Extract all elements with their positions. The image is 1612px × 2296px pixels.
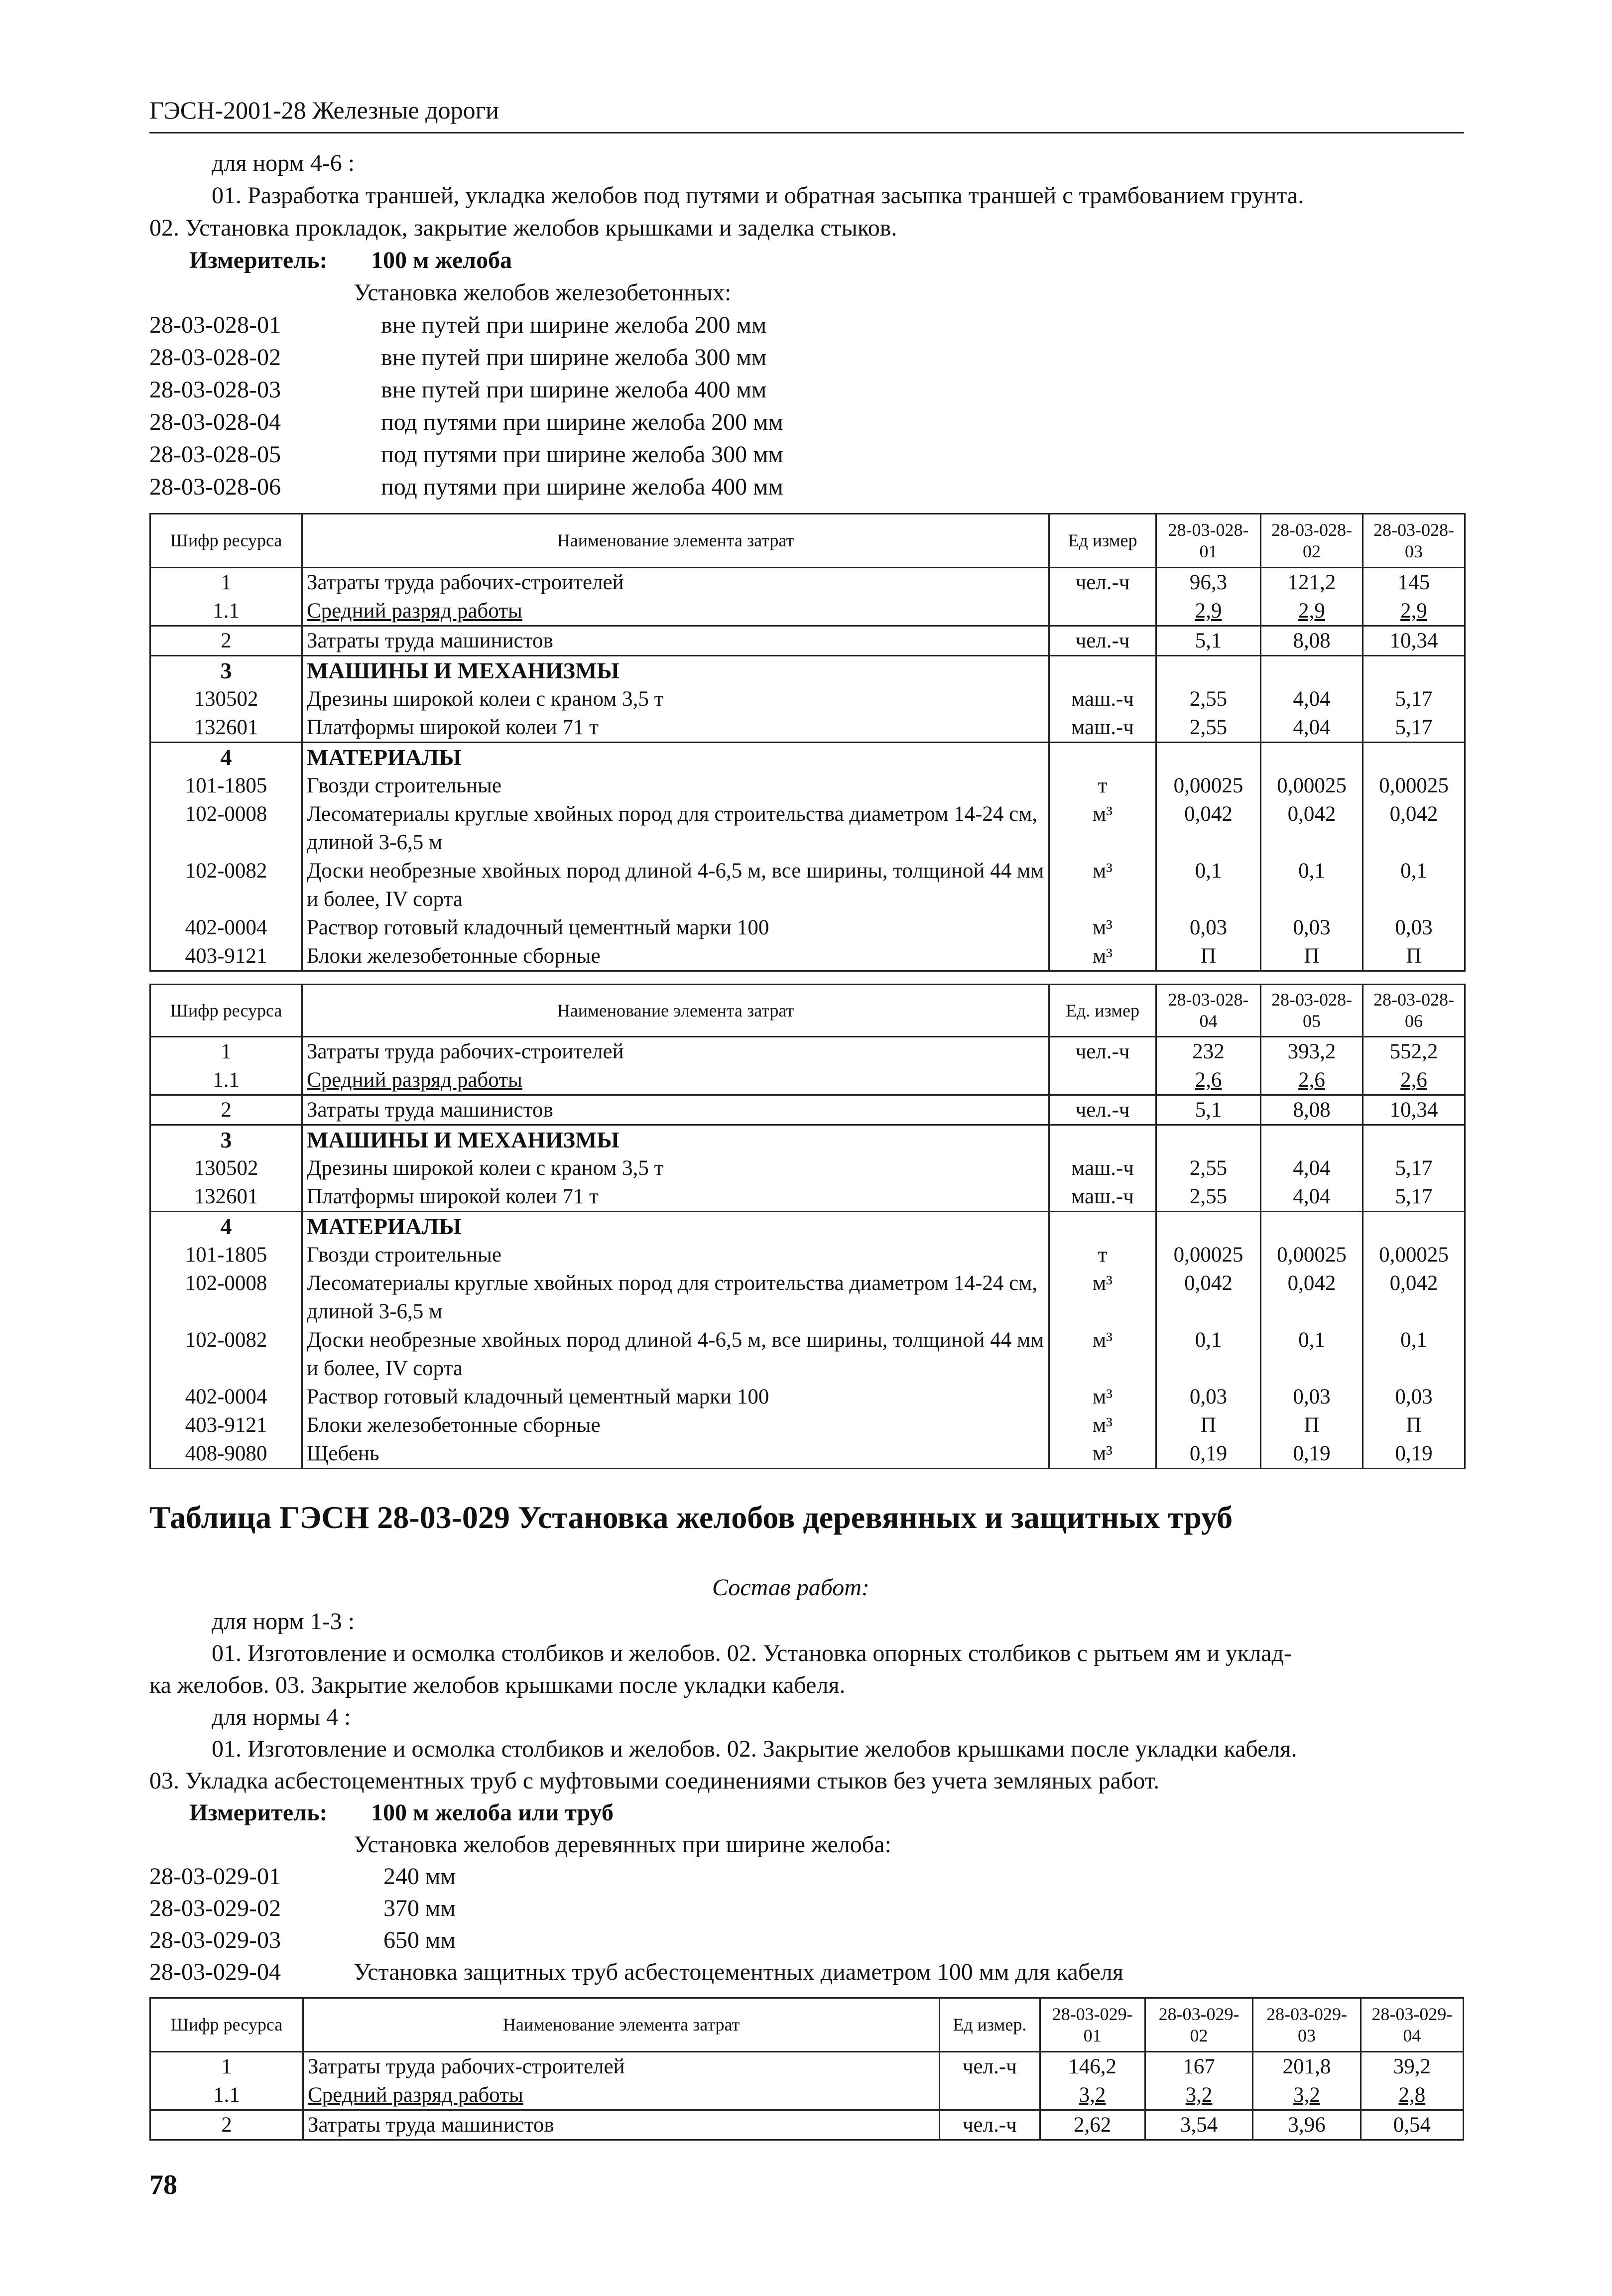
cell-value: 0,03 [1363, 913, 1465, 942]
cell-value: 3,96 [1253, 2110, 1361, 2140]
cell-value: 2,6 [1363, 1066, 1465, 1095]
cell-name: Раствор готовый кладочный цементный марки 100 [302, 1383, 1049, 1411]
cell-value: 0,1 [1156, 857, 1261, 913]
norm-desc: вне путей при ширине желоба 200 мм [381, 312, 767, 338]
cell-code: 408-9080 [150, 1439, 302, 1469]
cell-code: 132601 [150, 1182, 302, 1212]
cell-value: 2,9 [1156, 597, 1261, 626]
cell-value: 0,00025 [1156, 771, 1261, 800]
cell-unit: т [1049, 1241, 1156, 1269]
cell-code: 403-9121 [150, 1411, 302, 1439]
cell-code: 3 [150, 656, 302, 685]
cell-value: 2,6 [1156, 1066, 1261, 1095]
norm-code-row [149, 473, 783, 501]
table-row [150, 626, 1465, 656]
norm-code: 28-03-028-05 [149, 441, 281, 468]
page-number: 78 [149, 2169, 177, 2200]
cell-value: 3,2 [1040, 2081, 1145, 2110]
norm-code: 28-03-028-02 [149, 344, 281, 371]
col-header-norm: 28-03-028-05 [1261, 985, 1363, 1037]
cell-unit: чел.-ч [1049, 568, 1156, 597]
norm-code-row [149, 1895, 456, 1922]
cell-value: 145 [1363, 568, 1465, 597]
cell-unit: маш.-ч [1049, 1154, 1156, 1182]
cell-unit: чел.-ч [940, 2110, 1040, 2140]
norm-code: 28-03-028-03 [149, 377, 281, 403]
norm-code-row [149, 344, 766, 371]
cell-value: 0,00025 [1261, 771, 1363, 800]
cell-value: 167 [1145, 2052, 1252, 2081]
install-title: Установка желобов деревянных при ширине желоба: [354, 1831, 891, 1858]
table-row [150, 913, 1465, 942]
cell-unit: м³ [1049, 942, 1156, 971]
cell-code: 1.1 [150, 2081, 303, 2110]
norm-desc: 370 мм [383, 1895, 456, 1921]
resource-table-1 [149, 513, 1466, 972]
cell-value: 0,042 [1261, 800, 1363, 857]
cell-unit: т [1049, 771, 1156, 800]
resource-table-3 [149, 1997, 1464, 2141]
cell-code: 1 [150, 2052, 303, 2081]
table-row [150, 857, 1465, 913]
norms-label: для норм 4-6 : [212, 150, 355, 176]
norm-desc: 650 мм [383, 1927, 456, 1953]
col-header-norm: 28-03-029-02 [1145, 1998, 1252, 2052]
cell-unit: чел.-ч [1049, 1095, 1156, 1125]
cell-code: 102-0008 [150, 800, 302, 857]
cell-unit: чел.-ч [1049, 1037, 1156, 1066]
norm-code: 28-03-028-01 [149, 312, 281, 338]
cell-value: 0,042 [1363, 1269, 1465, 1326]
col-header-norm: 28-03-029-04 [1361, 1998, 1463, 2052]
table-title: Таблица ГЭСН 28-03-029 Установка желобов деревянных и защитных труб [149, 1500, 1233, 1535]
cell-name: Затраты труда машинистов [302, 1095, 1049, 1125]
cell-value: 10,34 [1363, 1095, 1465, 1125]
cell-value: 2,9 [1363, 597, 1465, 626]
norms-label: для норм 1-3 : [212, 1608, 355, 1635]
table-row [150, 1383, 1465, 1411]
cell-value: 2,55 [1156, 685, 1261, 713]
table-row [150, 2081, 1464, 2110]
work-line-3: 01. Изготовление и осмолка столбиков и желобов. 02. Закрытие желобов крышками после укладки кабеля. [212, 1736, 1297, 1762]
cell-name: Гвозди строительные [302, 771, 1049, 800]
cell-value: 0,1 [1261, 1326, 1363, 1383]
col-header-norm: 28-03-028-01 [1156, 514, 1261, 568]
norm-code: 28-03-029-01 [149, 1863, 281, 1890]
work-line-2: ка желобов. 03. Закрытие желобов крышками после укладки кабеля. [149, 1672, 846, 1698]
norm-desc: под путями при ширине желоба 400 мм [381, 474, 783, 500]
cell-unit: м³ [1049, 1269, 1156, 1326]
section-heading: МАШИНЫ И МЕХАНИЗМЫ [302, 656, 1049, 685]
norm-code-row [149, 1863, 456, 1890]
cell-unit: м³ [1049, 1326, 1156, 1383]
norm-code-row [149, 441, 783, 468]
col-header-norm: 28-03-028-02 [1261, 514, 1363, 568]
norm-desc: под путями при ширине желоба 200 мм [381, 409, 783, 435]
cell-name: Блоки железобетонные сборные [302, 1411, 1049, 1439]
cell-unit: м³ [1049, 800, 1156, 857]
cell-name: Средний разряд работы [302, 1066, 1049, 1095]
install-title: Установка желобов железобетонных: [354, 279, 732, 306]
cell-code: 4 [150, 1212, 302, 1241]
measure-label: Измеритель: [189, 1799, 328, 1826]
table-row [150, 1066, 1465, 1095]
table-row [150, 771, 1465, 800]
col-header-norm: 28-03-029-03 [1253, 1998, 1361, 2052]
cell-name: Средний разряд работы [303, 2081, 939, 2110]
cell-name: Лесоматериалы круглые хвойных пород для строительства диаметром 14-24 см, длиной 3-6,5 м [302, 800, 1049, 857]
section-heading: МАТЕРИАЛЫ [302, 1212, 1049, 1241]
cell-value: 2,6 [1261, 1066, 1363, 1095]
cell-code: 1.1 [150, 1066, 302, 1095]
cell-value: 3,2 [1145, 2081, 1252, 2110]
cell-value: 552,2 [1363, 1037, 1465, 1066]
cell-value: 0,042 [1261, 1269, 1363, 1326]
cell-unit: маш.-ч [1049, 1182, 1156, 1212]
norm-code: 28-03-029-03 [149, 1927, 281, 1953]
cell-value: 0,042 [1156, 1269, 1261, 1326]
cell-code: 402-0004 [150, 1383, 302, 1411]
cell-name: Затраты труда машинистов [302, 626, 1049, 656]
cell-unit: чел.-ч [1049, 626, 1156, 656]
col-header-name: Наименование элемента затрат [302, 514, 1049, 568]
table-section-row [150, 1212, 1465, 1241]
table-row [150, 685, 1465, 713]
cell-value: 2,55 [1156, 1182, 1261, 1212]
cell-code: 102-0082 [150, 857, 302, 913]
cell-value: 0,03 [1363, 1383, 1465, 1411]
cell-name: Дрезины широкой колеи с краном 3,5 т [302, 685, 1049, 713]
norm-desc: 240 мм [383, 1863, 456, 1890]
cell-value: 8,08 [1261, 626, 1363, 656]
cell-unit [1049, 597, 1156, 626]
cell-value: 0,042 [1156, 800, 1261, 857]
table-row [150, 1326, 1465, 1383]
cell-name: Затраты труда рабочих-строителей [302, 1037, 1049, 1066]
cell-code: 403-9121 [150, 942, 302, 971]
cell-value: 5,17 [1363, 713, 1465, 743]
cell-name: Щебень [302, 1439, 1049, 1469]
cell-name: Гвозди строительные [302, 1241, 1049, 1269]
cell-value: 2,9 [1261, 597, 1363, 626]
cell-name: Затраты труда машинистов [303, 2110, 939, 2140]
table-section-row [150, 656, 1465, 685]
cell-value: 39,2 [1361, 2052, 1463, 2081]
col-header-name: Наименование элемента затрат [303, 1998, 939, 2052]
cell-code: 130502 [150, 1154, 302, 1182]
cell-name: Лесоматериалы круглые хвойных пород для строительства диаметром 14-24 см, длиной 3-6,5 м [302, 1269, 1049, 1326]
cell-name: Платформы широкой колеи 71 т [302, 1182, 1049, 1212]
cell-unit [940, 2081, 1040, 2110]
cell-name: Затраты труда рабочих-строителей [303, 2052, 939, 2081]
norm-code: 28-03-028-04 [149, 409, 281, 435]
work-line-4: 03. Укладка асбестоцементных труб с муфтовыми соединениями стыков без учета земляных работ. [149, 1768, 1159, 1794]
cell-name: Дрезины широкой колеи с краном 3,5 т [302, 1154, 1049, 1182]
cell-value: 2,62 [1040, 2110, 1145, 2140]
resource-table-2 [149, 984, 1466, 1469]
cell-unit: чел.-ч [940, 2052, 1040, 2081]
col-header-unit: Ед. измер [1049, 985, 1156, 1037]
table-section-row [150, 1125, 1465, 1154]
cell-code: 3 [150, 1125, 302, 1154]
cell-value: 5,17 [1363, 685, 1465, 713]
cell-value: 0,03 [1261, 1383, 1363, 1411]
cell-value: П [1261, 1411, 1363, 1439]
cell-value: 4,04 [1261, 713, 1363, 743]
col-header-code: Шифр ресурса [150, 514, 302, 568]
norm-code-row [149, 1958, 1123, 1986]
col-header-unit: Ед измер [1049, 514, 1156, 568]
work-line-1: 01. Разработка траншей, укладка желобов под путями и обратная засыпка траншей с трамбованием грунта. [212, 182, 1304, 209]
cell-code: 2 [150, 626, 302, 656]
section-heading: МАШИНЫ И МЕХАНИЗМЫ [302, 1125, 1049, 1154]
table-header-row [150, 985, 1465, 1037]
col-header-code: Шифр ресурса [150, 1998, 303, 2052]
col-header-name: Наименование элемента затрат [302, 985, 1049, 1037]
norm-desc: Установка защитных труб асбестоцементных диаметром 100 мм для кабеля [354, 1959, 1123, 1985]
work-line-1: 01. Изготовление и осмолка столбиков и желобов. 02. Установка опорных столбиков с рытьем ям и уклад- [212, 1640, 1292, 1666]
cell-value: П [1156, 1411, 1261, 1439]
cell-value: 0,00025 [1363, 1241, 1465, 1269]
norm-desc: вне путей при ширине желоба 300 мм [381, 344, 767, 371]
cell-value: 3,54 [1145, 2110, 1252, 2140]
cell-code: 402-0004 [150, 913, 302, 942]
cell-code: 102-0082 [150, 1326, 302, 1383]
cell-name: Затраты труда рабочих-строителей [302, 568, 1049, 597]
table-header-row [150, 514, 1465, 568]
cell-value: 0,1 [1363, 857, 1465, 913]
norm-code-row [149, 1926, 456, 1954]
table-row [150, 2110, 1464, 2140]
cell-name: Средний разряд работы [302, 597, 1049, 626]
cell-value: 4,04 [1261, 1182, 1363, 1212]
table-row [150, 597, 1465, 626]
cell-value: 5,1 [1156, 1095, 1261, 1125]
cell-value: 2,55 [1156, 713, 1261, 743]
table-row [150, 2052, 1464, 2081]
col-header-norm: 28-03-028-03 [1363, 514, 1465, 568]
cell-value: 0,54 [1361, 2110, 1463, 2140]
cell-value: 0,00025 [1363, 771, 1465, 800]
cell-code: 132601 [150, 713, 302, 743]
table-row [150, 1439, 1465, 1469]
cell-value: 5,17 [1363, 1182, 1465, 1212]
norms-label: для нормы 4 : [212, 1704, 351, 1730]
cell-unit [1049, 1066, 1156, 1095]
cell-code: 102-0008 [150, 1269, 302, 1326]
cell-value: 4,04 [1261, 685, 1363, 713]
cell-unit: м³ [1049, 913, 1156, 942]
cell-value: 5,17 [1363, 1154, 1465, 1182]
measure-value: 100 м желоба [371, 247, 512, 273]
cell-value: 232 [1156, 1037, 1261, 1066]
cell-unit: маш.-ч [1049, 685, 1156, 713]
cell-value: П [1363, 1411, 1465, 1439]
cell-value: 0,00025 [1156, 1241, 1261, 1269]
cell-value: 0,1 [1363, 1326, 1465, 1383]
cell-name: Доски необрезные хвойных пород длиной 4-6,5 м, все ширины, толщиной 44 мм и более, IV сорта [302, 1326, 1049, 1383]
page-header-title: ГЭСН-2001-28 Железные дороги [149, 96, 499, 124]
norm-desc: под путями при ширине желоба 300 мм [381, 441, 783, 468]
cell-unit: маш.-ч [1049, 713, 1156, 743]
col-header-code: Шифр ресурса [150, 985, 302, 1037]
cell-code: 101-1805 [150, 1241, 302, 1269]
measure-label: Измеритель: [189, 247, 328, 273]
norm-code: 28-03-028-06 [149, 474, 281, 500]
cell-value: 3,2 [1253, 2081, 1361, 2110]
table-row [150, 942, 1465, 971]
header-divider [149, 132, 1464, 133]
table-row [150, 713, 1465, 743]
cell-value: 0,19 [1261, 1439, 1363, 1469]
measure-value: 100 м желоба или труб [371, 1799, 614, 1826]
cell-unit: м³ [1049, 857, 1156, 913]
norm-code-row [149, 408, 783, 436]
cell-value: 0,03 [1261, 913, 1363, 942]
cell-value: 8,08 [1261, 1095, 1363, 1125]
cell-value: 121,2 [1261, 568, 1363, 597]
cell-value: 5,1 [1156, 626, 1261, 656]
cell-unit: м³ [1049, 1439, 1156, 1469]
cell-value: 146,2 [1040, 2052, 1145, 2081]
cell-value: 0,03 [1156, 1383, 1261, 1411]
cell-value: 0,19 [1156, 1439, 1261, 1469]
cell-code: 1.1 [150, 597, 302, 626]
cell-code: 1 [150, 1037, 302, 1066]
table-row [150, 800, 1465, 857]
table-row [150, 1095, 1465, 1125]
cell-code: 4 [150, 743, 302, 772]
table-row [150, 1154, 1465, 1182]
work-line-2: 02. Установка прокладок, закрытие желобов крышками и заделка стыков. [149, 215, 897, 241]
cell-value: 0,1 [1261, 857, 1363, 913]
cell-value: 4,04 [1261, 1154, 1363, 1182]
table-row [150, 1241, 1465, 1269]
cell-value: 10,34 [1363, 626, 1465, 656]
table-section-row [150, 743, 1465, 772]
cell-value: 2,8 [1361, 2081, 1463, 2110]
cell-value: 96,3 [1156, 568, 1261, 597]
cell-name: Платформы широкой колеи 71 т [302, 713, 1049, 743]
cell-value: 0,19 [1363, 1439, 1465, 1469]
cell-value: 201,8 [1253, 2052, 1361, 2081]
cell-value: П [1261, 942, 1363, 971]
cell-value: П [1156, 942, 1261, 971]
cell-value: 0,03 [1156, 913, 1261, 942]
cell-value: 0,1 [1156, 1326, 1261, 1383]
norm-desc: вне путей при ширине желоба 400 мм [381, 377, 767, 403]
norm-code-row [149, 376, 766, 403]
cell-code: 1 [150, 568, 302, 597]
table-row [150, 1037, 1465, 1066]
section-heading: МАТЕРИАЛЫ [302, 743, 1049, 772]
col-header-norm: 28-03-028-04 [1156, 985, 1261, 1037]
col-header-norm: 28-03-028-06 [1363, 985, 1465, 1037]
cell-value: П [1363, 942, 1465, 971]
table-row [150, 1411, 1465, 1439]
cell-name: Блоки железобетонные сборные [302, 942, 1049, 971]
cell-value: 393,2 [1261, 1037, 1363, 1066]
cell-unit: м³ [1049, 1383, 1156, 1411]
composition-heading: Состав работ: [712, 1574, 869, 1601]
norm-code: 28-03-029-02 [149, 1895, 281, 1921]
col-header-unit: Ед измер. [940, 1998, 1040, 2052]
cell-name: Доски необрезные хвойных пород длиной 4-6,5 м, все ширины, толщиной 44 мм и более, IV сорта [302, 857, 1049, 913]
cell-unit: м³ [1049, 1411, 1156, 1439]
cell-value: 0,00025 [1261, 1241, 1363, 1269]
cell-value: 2,55 [1156, 1154, 1261, 1182]
cell-code: 130502 [150, 685, 302, 713]
cell-code: 101-1805 [150, 771, 302, 800]
table-header-row [150, 1998, 1464, 2052]
col-header-norm: 28-03-029-01 [1040, 1998, 1145, 2052]
cell-name: Раствор готовый кладочный цементный марки 100 [302, 913, 1049, 942]
cell-value: 0,042 [1363, 800, 1465, 857]
cell-code: 2 [150, 1095, 302, 1125]
norm-code: 28-03-029-04 [149, 1959, 281, 1985]
table-row [150, 1182, 1465, 1212]
cell-code: 2 [150, 2110, 303, 2140]
norm-code-row [149, 311, 766, 339]
table-row [150, 1269, 1465, 1326]
table-row [150, 568, 1465, 597]
